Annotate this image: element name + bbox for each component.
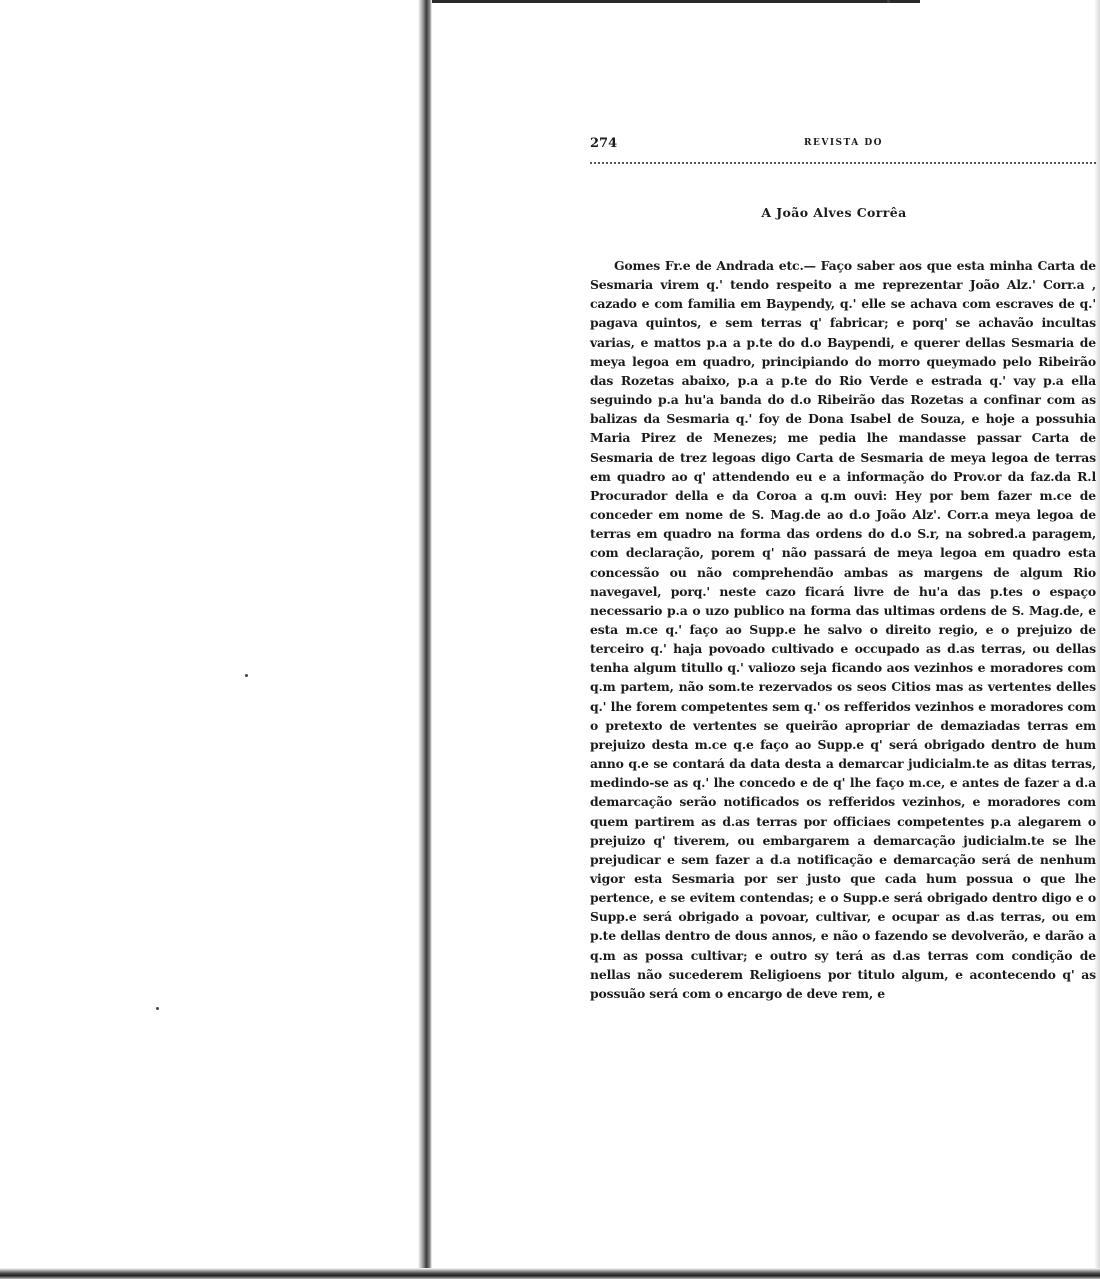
book-page [590,136,1096,1015]
scan-speck [245,674,248,677]
top-edge-shadow [420,0,920,3]
running-head [590,136,1096,158]
section-title: A João Alves Corrêa [761,205,907,220]
running-title: REVISTA DO [804,138,883,148]
scan-speck [156,1007,159,1010]
scan-speck [887,0,890,3]
page-number: 274 [590,136,618,151]
body-paragraph: Gomes Fr.e de Andrada etc.— Faço saber aos que esta minha Carta de Sesmaria virem q.' tendo respeito a me reprezentar João Alz.' Corr.a , cazado e com familia em Baypendy, q.' elle se achava com escraves de q.' pagava quintos, e sem terras q' fabricar; e porq' se achavão incultas varias, e mattos p.a a p.te do d.o Baypendi, e querer dellas Sesmaria de meya legoa em quadro, principiando do morro queymado pelo Ribeirão das Rozetas abaixo, p.a a p.te do Rio Verde e estrada q.' vay p.a ella seguindo p.a hu'a banda do d.o Ribeirão das Rozetas a confinar com as balizas da Sesmaria q.' foy de Dona Isabel de Souza, e hoje a possuhia Maria Pirez de Menezes; me pedia lhe mandasse passar Carta de Sesmaria de trez legoas digo Carta de Sesmaria de meya legoa de terras em quadro ao q' attendendo eu e a informação do Prov.or da faz.da R.l Procurador della e da Coroa a q.m ouvi: Hey por bem fazer m.ce de conceder em nome de S. Mag.de ao d.o João Alz'. Corr.a meya legoa de terras em quadro na forma das ordens do d.o S.r, na sobred.a paragem, com declaração, porem q' não passará de meya legoa em quadro esta concessão ou não comprehendão ambas as margens de algum Rio navegavel, porq.' neste cazo ficará livre de hu'a das p.tes o espaço necessario p.a o uzo publico na forma das ultimas ordens de S. Mag.de, e esta m.ce q.' faço ao Supp.e he salvo o direito regio, e o prejuizo de terceiro q.' haja povoado cultivado e occupado as d.as terras, ou dellas tenha algum titullo q.' valiozo seja ficando aos vezinhos e moradores com q.m partem, não som.te rezervados os seos Citios mas as vertentes delles q.' lhe forem competentes sem q.' os refferidos vezinhos e moradores com o pretexto de vertentes se queirão apropriar de demaziadas terras em prejuizo desta m.ce q.e faço ao Supp.e q' será obrigado dentro de hum anno q.e se contará da data desta a demarcar judicialm.te as ditas terras, medindo-se as q.' lhe concedo e de q' lhe faço m.ce, e antes de fazer a d.a demarcação serão notificados os refferidos vezinhos, e moradores com quem partirem as d.as terras por officiaes competentes p.a alegarem o prejuizo q' tiverem, ou embargarem a demarcação judicialm.te se lhe prejudicar e sem fazer a d.a notificação e demarcação será de nenhum vigor esta Sesmaria por ser justo que cada hum possua o que lhe pertence, e se evitem contendas; e o Supp.e será obrigado dentro digo e o Supp.e será obrigado a povoar, cultivar, e ocupar as d.as terras, ou em p.te dellas dentro de dous annos, e não o fazendo se devolverão, e darão a q.m as possa cultivar; e outro sy terá as d.as terras com condição de nellas não sucederem Religioens por titulo algum, e acontecendo q' as possuão será com o encargo de deve rem, e [590,258,1096,1001]
book-binding-shadow [418,0,432,1279]
bottom-edge-shadow [0,1268,1100,1279]
header-rule [590,162,1096,164]
